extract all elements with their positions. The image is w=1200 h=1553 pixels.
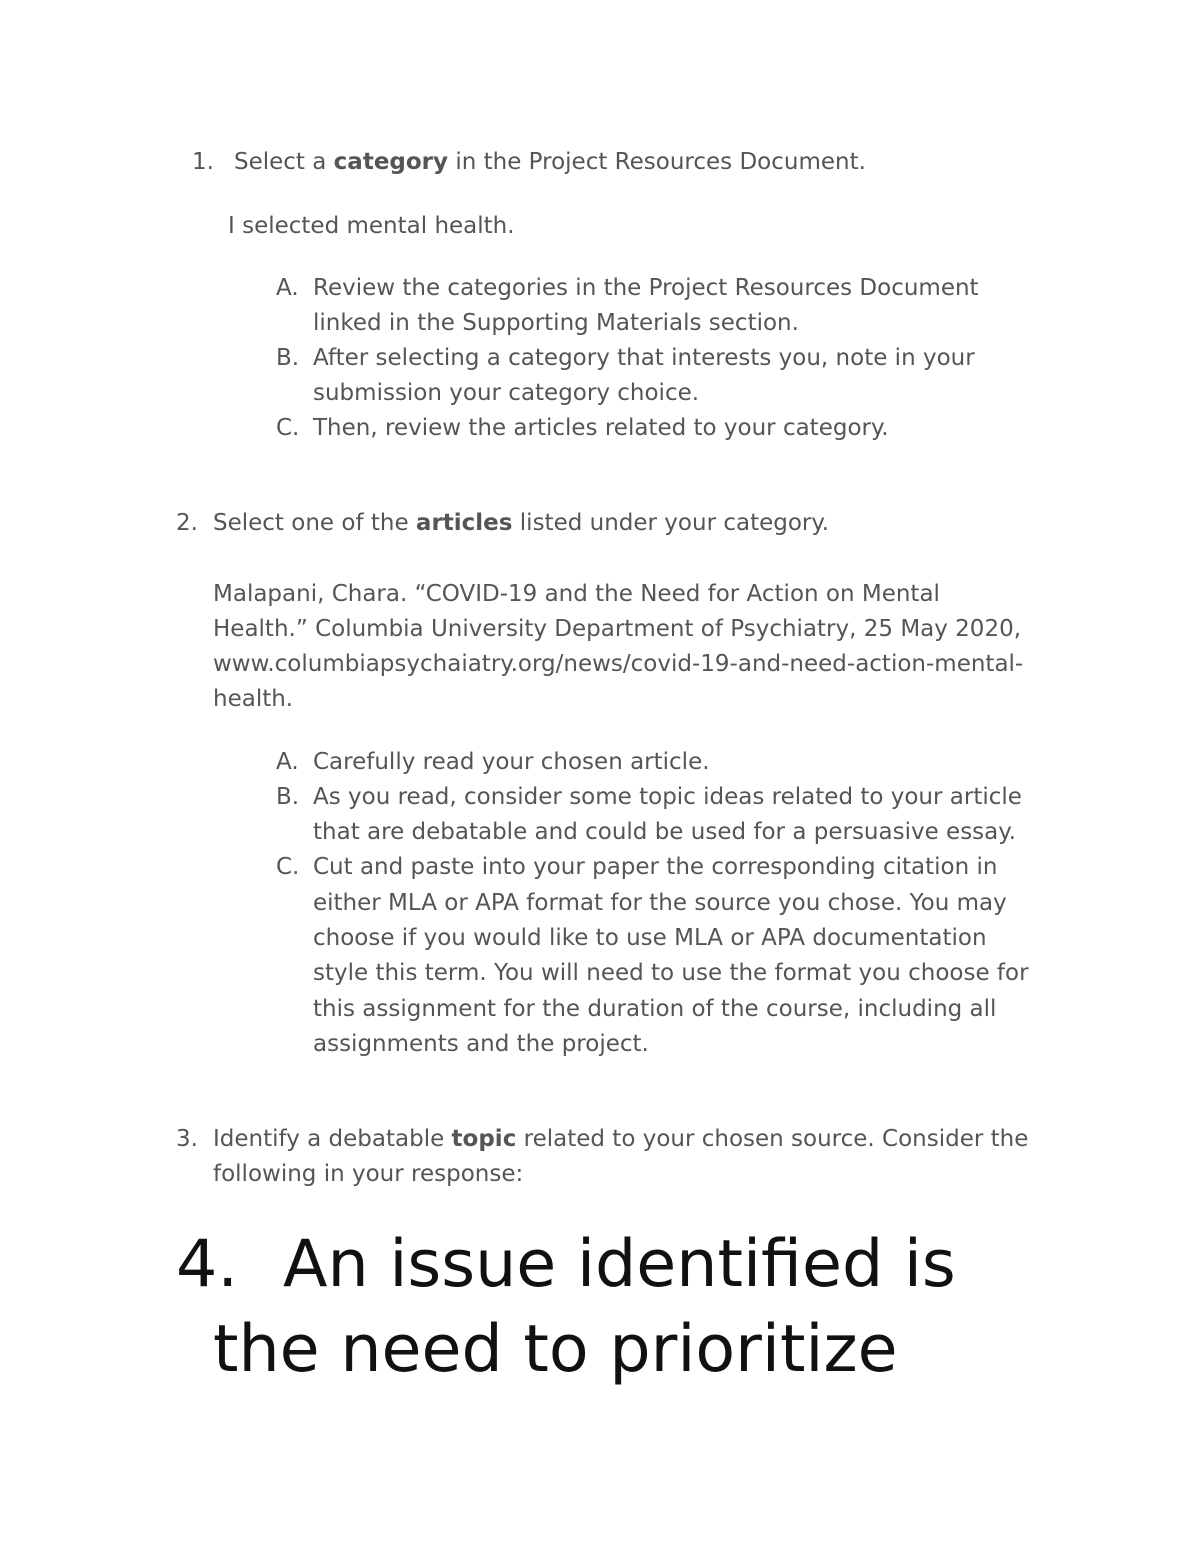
item-number: 2.: [176, 510, 198, 536]
item-number: 1.: [192, 149, 214, 175]
sub-letter: B.: [276, 345, 300, 371]
sub-item-line: Review the categories in the Project Resources Document: [313, 275, 979, 301]
item-heading-line-2: following in your response:: [213, 1161, 524, 1187]
item-heading: Select one of the articles listed under your category.: [213, 510, 830, 536]
sub-item-line: either MLA or APA format for the source you chose. You may: [313, 890, 1007, 916]
sub-letter: C.: [276, 854, 300, 880]
citation-line: Malapani, Chara. “COVID-19 and the Need for Action on Mental: [213, 581, 940, 607]
sub-item-line: Cut and paste into your paper the corresponding citation in: [313, 854, 998, 880]
sub-item-line: assignments and the project.: [313, 1031, 649, 1057]
large-text-line: the need to prioritize: [213, 1312, 898, 1387]
sub-item-line: After selecting a category that interests you, note in your: [313, 345, 975, 371]
sub-item-line: style this term. You will need to use the format you choose for: [313, 960, 1029, 986]
sub-item-line: linked in the Supporting Materials section.: [313, 310, 799, 336]
sub-item-line: Carefully read your chosen article.: [313, 749, 710, 775]
sub-item-line: submission your category choice.: [313, 380, 700, 406]
sub-item-line: choose if you would like to use MLA or APA documentation: [313, 925, 987, 951]
large-text-line: An issue identified is: [283, 1227, 956, 1302]
sub-letter: B.: [276, 784, 300, 810]
bold-term: category: [333, 149, 449, 175]
sub-item-line: that are debatable and could be used for a persuasive essay.: [313, 819, 1016, 845]
sub-letter: C.: [276, 415, 300, 441]
item-heading: Identify a debatable topic related to your chosen source. Consider the: [213, 1126, 1029, 1152]
sub-item-line: this assignment for the duration of the course, including all: [313, 996, 997, 1022]
bold-term: topic: [451, 1126, 517, 1152]
citation-line: Health.” Columbia University Department of Psychiatry, 25 May 2020,: [213, 616, 1022, 642]
item-heading: Select a category in the Project Resources Document.: [234, 149, 866, 175]
sub-item-line: As you read, consider some topic ideas related to your article: [313, 784, 1022, 810]
citation-line: health.: [213, 686, 294, 712]
answer-text: I selected mental health.: [228, 213, 515, 239]
sub-letter: A.: [276, 275, 299, 301]
item-number-large: 4.: [176, 1227, 239, 1302]
citation-line: www.columbiapsychaiatry.org/news/covid-19-and-need-action-mental-: [213, 651, 1024, 677]
sub-letter: A.: [276, 749, 299, 775]
bold-term: articles: [415, 510, 513, 536]
sub-item-line: Then, review the articles related to your category.: [313, 415, 889, 441]
item-number: 3.: [176, 1126, 198, 1152]
